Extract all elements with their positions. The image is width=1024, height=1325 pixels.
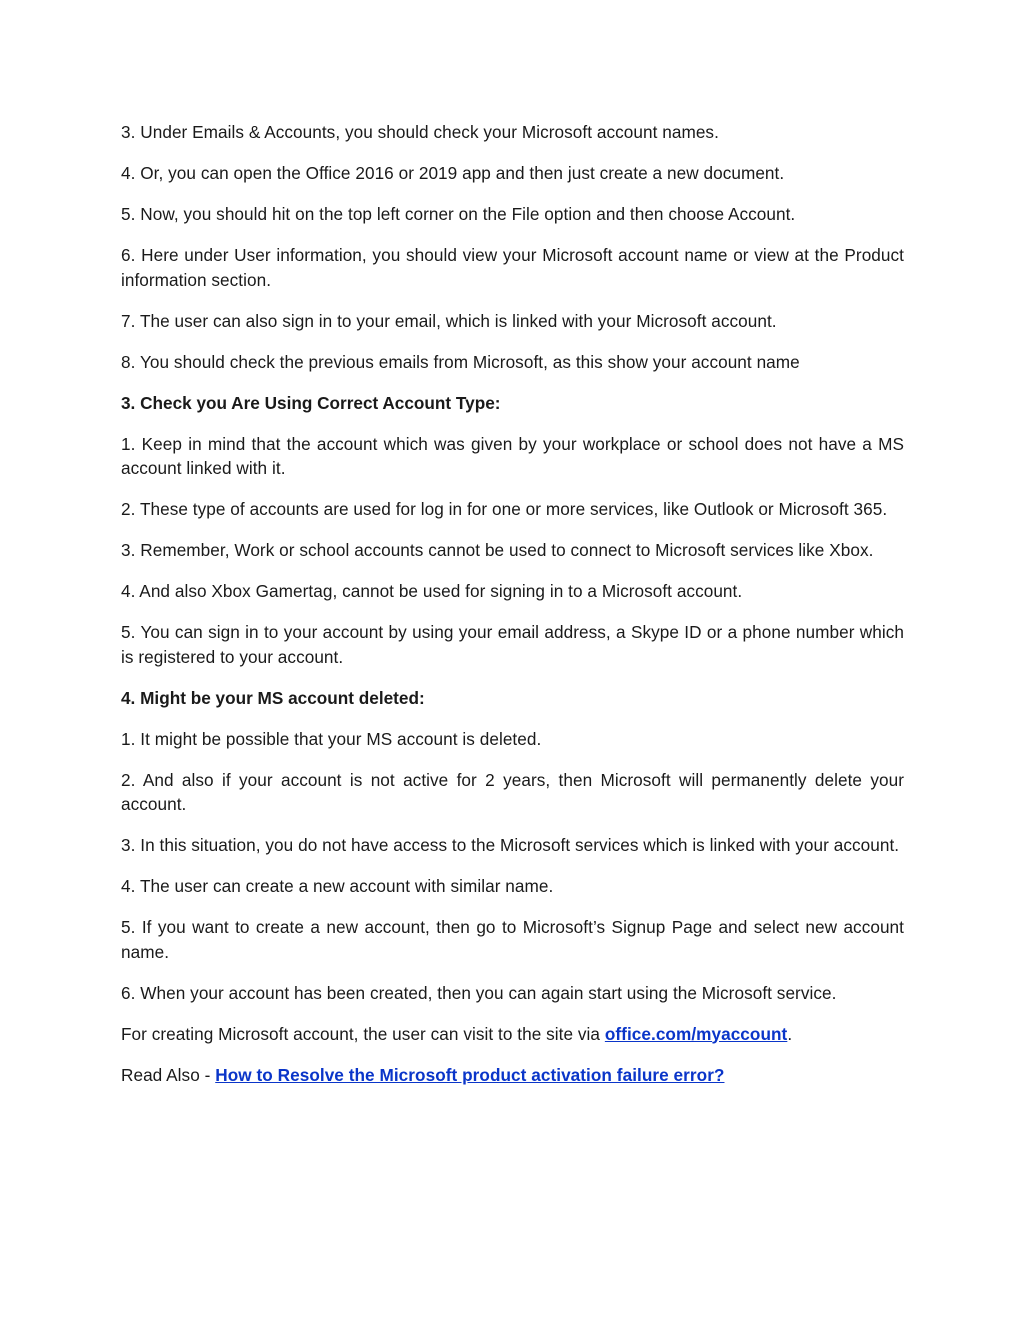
paragraph-account-deleted-item-1: 1. It might be possible that your MS account is deleted. xyxy=(121,728,542,749)
paragraph-step-3-emails-accounts: 3. Under Emails & Accounts, you should check your Microsoft account names. xyxy=(121,122,719,142)
paragraph-account-deleted-item-4: 4. The user can create a new account with similar name. xyxy=(121,876,554,896)
read-also-prefix: Read Also - xyxy=(121,1064,216,1085)
visit-site-suffix: . xyxy=(787,1023,793,1044)
section-heading-account-type: 3. Check you Are Using Correct Account Type: xyxy=(121,392,501,413)
document-body xyxy=(121,120,904,1104)
paragraph-account-type-item-3: 3. Remember, Work or school accounts cannot be used to connect to Microsoft services like Xbox. xyxy=(121,540,874,560)
paragraph-account-deleted-item-6: 6. When your account has been created, then you can again start using the Microsoft service. xyxy=(121,982,837,1003)
paragraph-account-type-item-5: 5. You can sign in to your account by using your email address, a Skype ID or a phone number which is registered to your account. xyxy=(121,622,904,667)
paragraph-account-deleted-item-5: 5. If you want to create a new account, then go to Microsoft’s Signup Page and select new account name. xyxy=(121,917,904,962)
paragraph-step-5-file-account: 5. Now, you should hit on the top left corner on the File option and then choose Account. xyxy=(121,204,796,224)
paragraph-step-8-previous-emails: 8. You should check the previous emails from Microsoft, as this show your account name xyxy=(121,351,800,372)
paragraph-step-4-office-app: 4. Or, you can open the Office 2016 or 2019 app and then just create a new document. xyxy=(121,163,785,183)
paragraph-visit-site xyxy=(121,1022,904,1047)
section-heading-account-deleted: 4. Might be your MS account deleted: xyxy=(121,687,425,708)
read-also-activation-failure-link[interactable]: How to Resolve the Microsoft product activation failure error? xyxy=(215,1064,725,1085)
visit-site-prefix: For creating Microsoft account, the user can visit to the site via xyxy=(121,1023,605,1044)
paragraph-step-6-user-information: 6. Here under User information, you should view your Microsoft account name or view at the Product information section. xyxy=(121,245,904,290)
paragraph-account-deleted-item-2: 2. And also if your account is not active for 2 years, then Microsoft will permanently delete your account. xyxy=(121,769,904,814)
paragraph-account-type-item-4: 4. And also Xbox Gamertag, cannot be used for signing in to a Microsoft account. xyxy=(121,581,743,601)
paragraph-account-deleted-item-3: 3. In this situation, you do not have access to the Microsoft services which is linked with your account. xyxy=(121,835,900,855)
paragraph-account-type-item-1: 1. Keep in mind that the account which was given by your workplace or school does not have a MS account linked with it. xyxy=(121,433,904,478)
paragraph-read-also xyxy=(121,1063,904,1088)
paragraph-account-type-item-2: 2. These type of accounts are used for log in for one or more services, like Outlook or Microsoft 365. xyxy=(121,499,888,519)
paragraph-step-7-sign-in-email: 7. The user can also sign in to your email, which is linked with your Microsoft account. xyxy=(121,310,777,331)
office-myaccount-link[interactable]: office.com/myaccount xyxy=(604,1023,788,1044)
